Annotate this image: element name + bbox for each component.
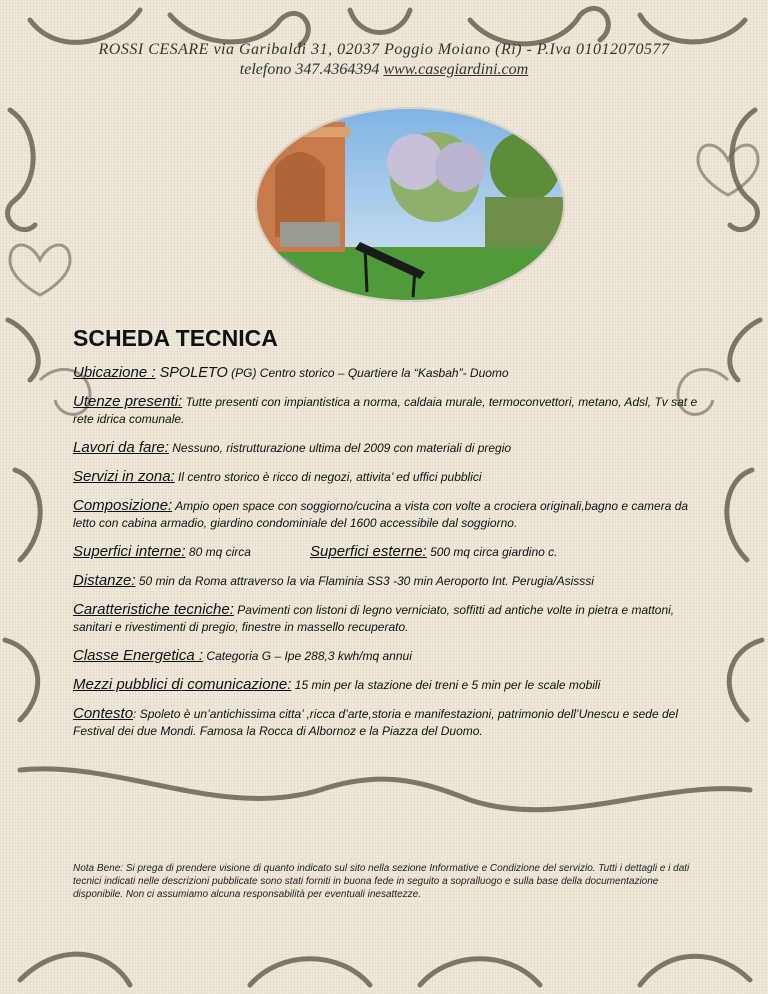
field-caratteristiche: [73, 601, 698, 636]
garden-photo: [255, 107, 565, 302]
field-value: Tutte presenti con impiantistica a norma, caldaia murale, termoconvettori, metano, Adsl, Tv sat e rete idrica comunale.: [73, 395, 698, 426]
contact-line: [0, 60, 768, 80]
field-superfici-esterne: [310, 543, 557, 561]
field-value: 80 mq circa: [185, 545, 251, 559]
technical-sheet: [73, 325, 698, 751]
website-link[interactable]: www.casegiardini.com: [383, 61, 529, 78]
field-distanze: [73, 572, 698, 590]
page-title: SCHEDA TECNICA: [73, 325, 278, 351]
field-lavori: [73, 439, 698, 457]
field-classe-energetica: [73, 647, 698, 665]
field-label: Contesto: [73, 705, 134, 722]
field-label: Lavori da fare:: [73, 439, 169, 456]
field-value: Pavimenti con listoni di legno verniciato, soffitti ad antiche volte in pietra e mattoni, sanitari e rivestimenti di pregio, finestre in massello recuperato.: [73, 603, 675, 634]
field-value: (PG) Centro storico – Quartiere la “Kasbah”- Duomo: [227, 366, 509, 380]
field-label: Ubicazione :: [73, 364, 156, 381]
field-value: Ampio open space con soggiorno/cucina a vista con volte a crociera originali,bagno e camera da letto con cabina armadio, giardino condominiale del 1600 accessibile dal soggiorno.: [73, 499, 689, 530]
field-value: 15 min per la stazione dei treni e 5 min per le scale mobili: [291, 678, 601, 692]
field-value: Nessuno, ristrutturazione ultima del 2009 con materiali di pregio: [168, 441, 512, 455]
field-label: Composizione:: [73, 497, 173, 514]
field-value: 500 mq circa giardino c.: [426, 545, 558, 559]
field-mezzi-pubblici: [73, 676, 698, 694]
field-value: Categoria G – Ipe 288,3 kwh/mq annui: [203, 649, 412, 663]
field-label: Caratteristiche tecniche:: [73, 601, 234, 618]
city-value: SPOLETO: [155, 365, 228, 381]
field-label: Utenze presenti:: [73, 393, 183, 410]
field-servizi: [73, 468, 698, 486]
superfici-row: [73, 543, 698, 572]
field-label: Classe Energetica :: [73, 647, 204, 664]
field-ubicazione: [73, 364, 698, 382]
field-utenze: [73, 393, 698, 428]
field-composizione: [73, 497, 698, 532]
company-address: ROSSI CESARE via Garibaldi 31, 02037 Poggio Moiano (Ri) - P.Iva 01012070577: [98, 41, 670, 58]
field-contesto: [73, 705, 698, 740]
field-label: Distanze:: [73, 572, 136, 589]
field-label: Superfici esterne:: [310, 543, 427, 560]
company-header: [0, 40, 768, 80]
disclaimer-note: Nota Bene: Si prega di prendere visione di quanto indicato sul sito nella sezione Informative e Condizione del servizio. Tutti i dettagli e i dati tecnici indicati nelle descrizioni pubblicate sono stati forniti in buona fede in seguito a sopralluogo e sulla base della documentazione disponibile. Non ci assumiamo alcuna responsabilità per eventuali inesattezze.: [73, 863, 690, 900]
field-value: : Spoleto è un’antichissima citta’ ,ricca d’arte,storia e manifestazioni, patrimonio dell’Unescu e sede del Festival dei due Mondi. Famosa la Rocca di Albornoz e la Piazza del Duomo.: [73, 707, 678, 738]
field-label: Servizi in zona:: [73, 468, 175, 485]
phone-number: telefono 347.4364394: [239, 61, 384, 78]
field-value: 50 min da Roma attraverso la via Flaminia SS3 -30 min Aeroporto Int. Perugia/Asisssi: [135, 574, 594, 588]
field-value: Il centro storico è ricco di negozi, attivita’ ed uffici pubblici: [174, 470, 482, 484]
field-label: Mezzi pubblici di comunicazione:: [73, 676, 292, 693]
field-label: Superfici interne:: [73, 543, 186, 560]
field-superfici-interne: [73, 543, 310, 561]
